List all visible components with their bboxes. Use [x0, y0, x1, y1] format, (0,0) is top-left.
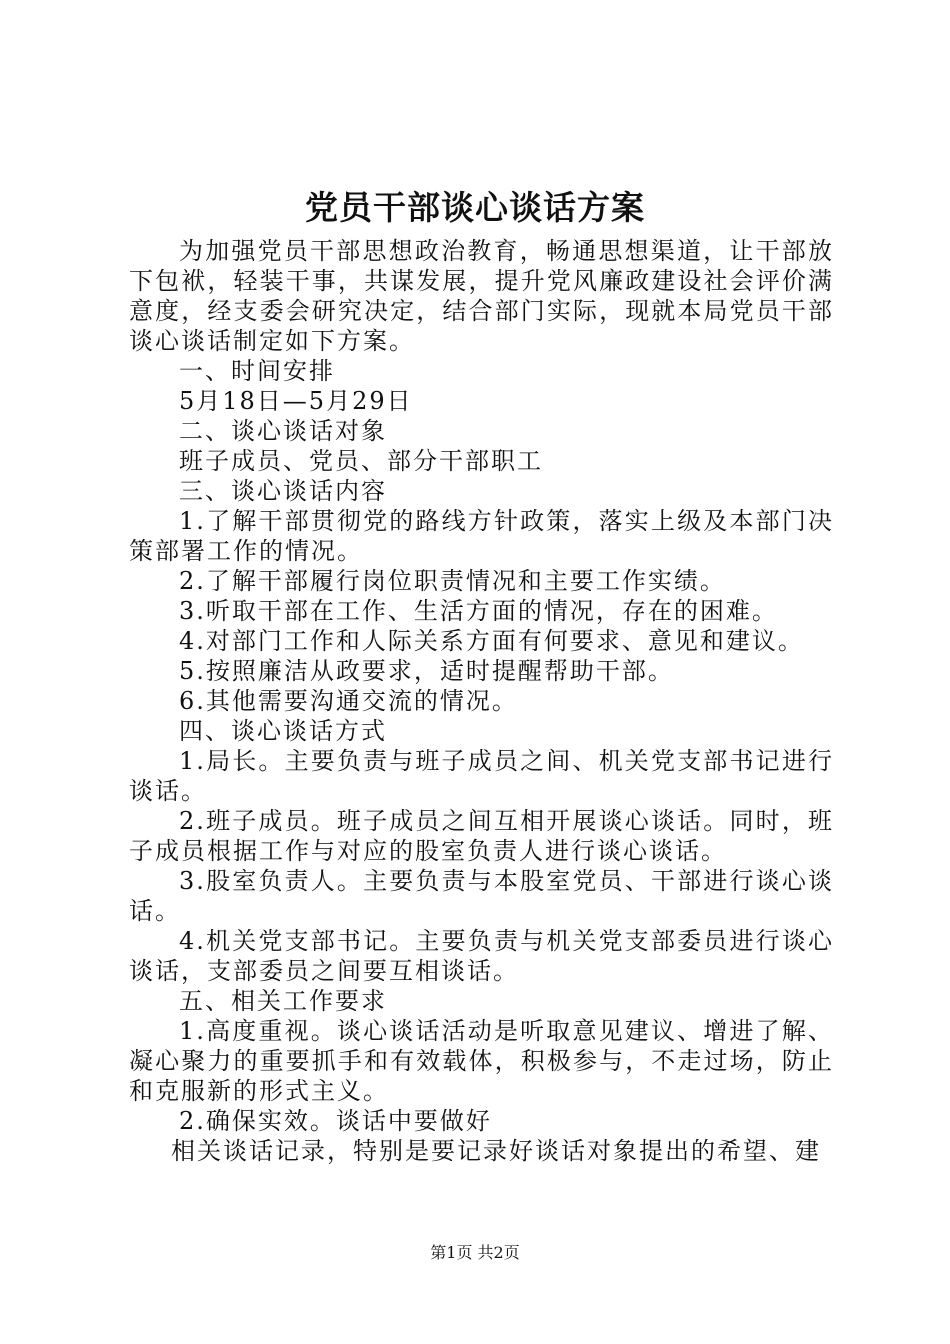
- content-item-2: 2.了解干部履行岗位职责情况和主要工作实绩。: [179, 567, 726, 595]
- requirement-item-2-continued: 相关谈话记录，特别是要记录好谈话对象提出的希望、建: [171, 1137, 821, 1165]
- content-item-4: 4.对部门工作和人际关系方面有何要求、意见和建议。: [179, 627, 804, 655]
- section-heading-method: 四、谈心谈话方式: [179, 717, 387, 745]
- time-range: 5月18日—5月29日: [179, 387, 413, 415]
- section-heading-targets: 二、谈心谈话对象: [179, 417, 387, 445]
- content-item-5: 5.按照廉洁从政要求，适时提醒帮助干部。: [179, 657, 674, 685]
- content-item-6: 6.其他需要沟通交流的情况。: [179, 687, 518, 715]
- document-title: 党员干部谈心谈话方案: [305, 188, 645, 227]
- page-footer: 第1页 共2页: [430, 1243, 520, 1262]
- method-item-1: 1.局长。主要负责与班子成员之间、机关党支部书记进行谈话。: [129, 747, 834, 805]
- requirement-item-2: 2.确保实效。谈话中要做好: [179, 1107, 492, 1135]
- requirement-item-1: 1.高度重视。谈心谈话活动是听取意见建议、增进了解、凝心聚力的重要抓手和有效载体，积极参与，不走过场，防止和克服新的形式主义。: [129, 1017, 834, 1105]
- method-item-2: 2.班子成员。班子成员之间互相开展谈心谈话。同时，班子成员根据工作与对应的股室负责人进行谈心谈话。: [129, 807, 834, 865]
- method-item-4: 4.机关党支部书记。主要负责与机关党支部委员进行谈心谈话，支部委员之间要互相谈话。: [129, 927, 834, 985]
- section-heading-content: 三、谈心谈话内容: [179, 477, 387, 505]
- document-body: [129, 236, 834, 1166]
- targets-text: 班子成员、党员、部分干部职工: [179, 447, 543, 475]
- section-heading-time: 一、时间安排: [179, 357, 335, 385]
- section-heading-requirements: 五、相关工作要求: [179, 987, 387, 1015]
- content-item-3: 3.听取干部在工作、生活方面的情况，存在的困难。: [179, 597, 778, 625]
- method-item-3: 3.股室负责人。主要负责与本股室党员、干部进行谈心谈话。: [129, 867, 834, 925]
- content-item-1: 1.了解干部贯彻党的路线方针政策，落实上级及本部门决策部署工作的情况。: [129, 507, 834, 565]
- intro-paragraph: 为加强党员干部思想政治教育，畅通思想渠道，让干部放下包袱，轻装干事，共谋发展，提升党风廉政建设社会评价满意度，经支委会研究决定，结合部门实际，现就本局党员干部谈心谈话制定如下方案。: [129, 237, 834, 355]
